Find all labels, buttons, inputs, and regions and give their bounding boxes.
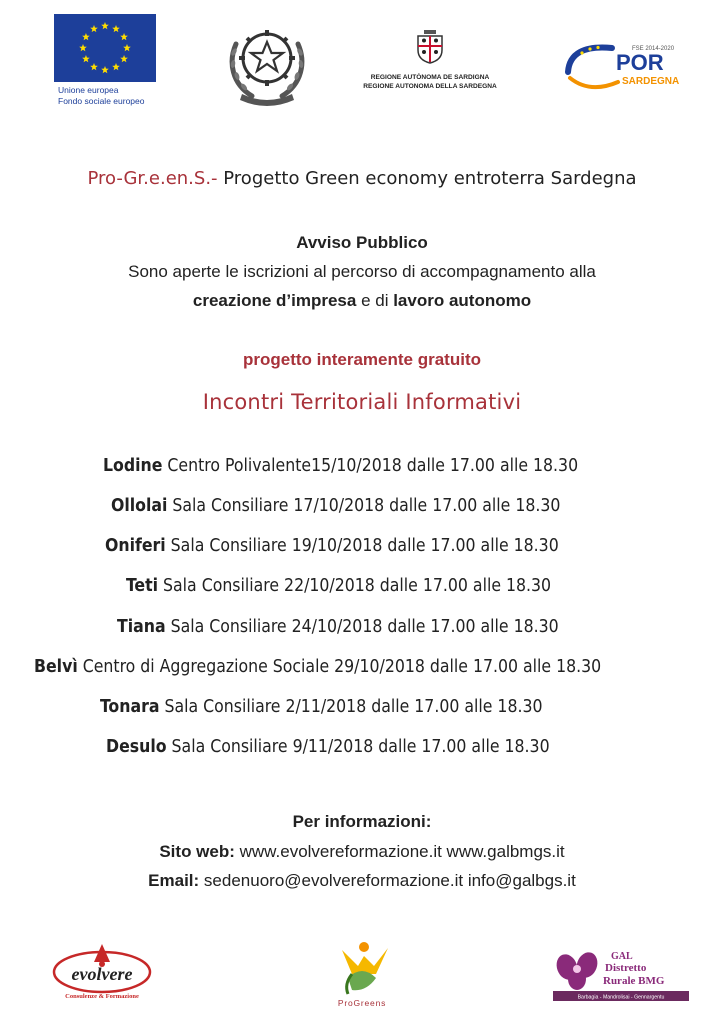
italian-republic-emblem-icon <box>222 14 312 106</box>
event-row <box>34 657 601 677</box>
notice-bold-business: creazione d’impresa <box>192 291 357 310</box>
eu-star-icon <box>82 55 90 62</box>
sardinia-line-1: REGIONE AUTÒNOMA DE SARDIGNA <box>370 74 490 81</box>
eu-star-icon <box>120 33 128 40</box>
eu-star-icon <box>123 44 131 51</box>
info-title: Per informazioni: <box>292 812 432 831</box>
eu-caption-1: Unione europea <box>58 85 119 95</box>
gal-logo <box>553 947 689 1003</box>
sardinia-coat-of-arms-icon <box>414 28 446 64</box>
eu-star-icon <box>112 25 120 32</box>
eu-caption-2: Fondo sociale europeo <box>58 96 145 106</box>
gal-line-2: Distretto <box>605 962 647 974</box>
notice-line-2 <box>0 291 724 311</box>
eu-star-icon <box>79 44 87 51</box>
progreens-name: ProGreens <box>337 998 387 1008</box>
por-sardegna-logo <box>560 38 690 98</box>
eu-star-icon <box>90 63 98 70</box>
notice-bold-selfemployment: lavoro autonomo <box>393 291 532 310</box>
email-label: Email: <box>148 871 200 890</box>
event-row <box>105 536 559 556</box>
event-detail: Sala Consiliare 17/10/2018 dalle 17.00 alle 18.30 <box>167 496 561 516</box>
por-title: POR <box>616 50 664 75</box>
sardinia-line-2: REGIONE AUTONOMA DELLA SARDEGNA <box>363 83 497 90</box>
eu-star-icon <box>112 63 120 70</box>
event-detail: Sala Consiliare 24/10/2018 dalle 17.00 alle 18.30 <box>165 617 559 637</box>
event-town: Oniferi <box>105 536 166 556</box>
event-detail: Sala Consiliare 22/10/2018 dalle 17.00 alle 18.30 <box>158 576 552 596</box>
event-town: Tiana <box>117 617 166 637</box>
eu-star-icon <box>120 55 128 62</box>
event-town: Ollolai <box>111 496 168 516</box>
eu-star-icon <box>82 33 90 40</box>
progreens-logo <box>322 938 402 1010</box>
event-detail: Sala Consiliare 2/11/2018 dalle 17.00 alle 18.30 <box>159 697 543 717</box>
event-row <box>117 617 559 637</box>
event-row <box>126 576 551 596</box>
gal-footer: Barbagia - Mandrolisai - Gennargentu <box>577 994 665 1001</box>
por-subtitle: SARDEGNA <box>622 76 680 87</box>
notice-connector: e di <box>356 291 394 310</box>
website-links[interactable]: www.evolvereformazione.it www.galbmgs.it <box>234 842 565 861</box>
event-town: Tonara <box>100 697 160 717</box>
free-project-label: progetto interamente gratuito <box>242 350 481 369</box>
project-heading <box>0 168 724 189</box>
event-town: Belvì <box>34 657 78 677</box>
meetings-title: Incontri Territoriali Informativi <box>202 390 522 414</box>
event-row <box>103 456 578 476</box>
website-label: Sito web: <box>159 842 235 861</box>
email-links[interactable]: sedenuoro@evolvereformazione.it info@galbgs.it <box>199 871 576 890</box>
event-detail: Centro di Aggregazione Sociale 29/10/2018 dalle 17.00 alle 18.30 <box>77 657 602 677</box>
eu-flag-icon <box>54 14 156 82</box>
notice-line-1: Sono aperte le iscrizioni al percorso di accompagnamento alla <box>128 262 596 281</box>
por-small-text: FSE 2014-2020 <box>632 46 675 52</box>
project-acronym: Pro-Gr.e.en.S.- <box>87 168 218 189</box>
event-row <box>111 496 560 516</box>
email-line <box>0 871 724 891</box>
eu-star-icon <box>90 25 98 32</box>
event-town: Lodine <box>103 456 163 476</box>
event-row <box>106 737 550 757</box>
event-town: Teti <box>126 576 159 596</box>
eu-logo <box>54 14 158 109</box>
website-line <box>0 842 724 862</box>
gal-line-1: GAL <box>611 951 633 962</box>
evolvere-logo <box>50 942 156 1004</box>
project-name: Progetto Green economy entroterra Sardegna <box>217 168 637 189</box>
event-detail: Sala Consiliare 19/10/2018 dalle 17.00 alle 18.30 <box>165 536 559 556</box>
event-row <box>100 697 543 717</box>
gal-line-3: Rurale BMG <box>603 975 665 987</box>
event-detail: Sala Consiliare 9/11/2018 dalle 17.00 alle 18.30 <box>166 737 550 757</box>
event-detail: Centro Polivalente15/10/2018 dalle 17.00 alle 18.30 <box>162 456 579 476</box>
evolvere-name: evolvere <box>71 964 133 984</box>
regione-sardegna-logo <box>348 28 512 98</box>
evolvere-tagline: Consulenze & Formazione <box>65 993 139 1000</box>
eu-star-icon <box>101 66 109 73</box>
notice-title: Avviso Pubblico <box>296 233 428 252</box>
eu-star-icon <box>101 22 109 29</box>
event-town: Desulo <box>106 737 167 757</box>
